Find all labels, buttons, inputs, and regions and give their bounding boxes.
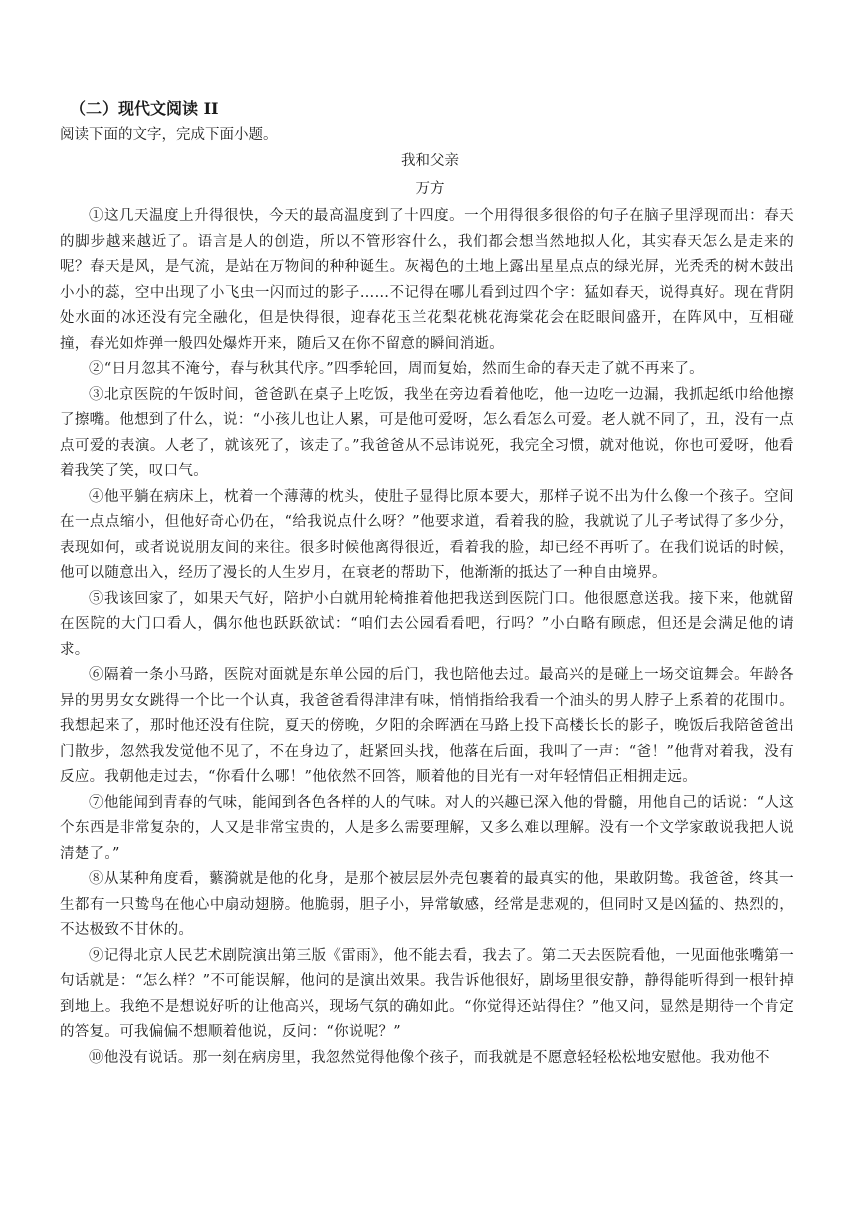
paragraph-4: ④他平躺在病床上，枕着一个薄薄的枕头，使肚子显得比原本要大，那样子说不出为什么像一个孩子。空间在一点点缩小，但他好奇心仍在，“给我说点什么呀？”他要求道，看着我的脸，我就说了儿子考试得了多少分，表现如何，或者说说朋友间的来往。很多时候他离得很近，看着我的脸，却已经不再听了。在我们说话的时候，他可以随意出入，经历了漫长的人生岁月，在衰老的帮助下，他渐渐的抵达了一种自由境界。 [60,488,794,581]
paragraph-8: ⑧从某种角度看，蘩漪就是他的化身，是那个被层层外壳包裹着的最真实的他，果敢阴鸷。我爸爸，终其一生都有一只鸷鸟在他心中扇动翅膀。他脆弱，胆子小，异常敏感，经常是悲观的，但同时又是凶猛的、热烈的，不达极致不甘休的。 [60,871,794,938]
article-body [60,204,794,1071]
article-author: 万方 [415,181,445,197]
instruction-text: 阅读下面的文字，完成下面小题。 [60,127,278,143]
paragraph-3: ③北京医院的午饭时间，爸爸趴在桌子上吃饭，我坐在旁边看着他吃，他一边吃一边漏，我抓起纸巾给他擦了擦嘴。他想到了什么，说：“小孩儿也让人累，可是他可爱呀，怎么看怎么可爱。老人就不同了，丑，没有一点点可爱的表演。人老了，就该死了，该走了。”我爸爸从不忌讳说死，我完全习惯，就对他说，你也可爱呀，他看着我笑了笑，叹口气。 [60,386,794,479]
article-title: 我和父亲 [401,153,459,169]
paragraph-2: ②“日月忽其不淹兮，春与秋其代序。”四季轮回，周而复始，然而生命的春天走了就不再来了。 [89,361,704,377]
paragraph-6: ⑥隔着一条小马路，医院对面就是东单公园的后门，我也陪他去过。最高兴的是碰上一场交谊舞会。年龄各异的男男女女跳得一个比一个认真，我爸爸看得津津有味，悄悄指给我看一个油头的男人脖子上系着的花围巾。我想起来了，那时他还没有住院，夏天的傍晚，夕阳的余晖洒在马路上投下高楼长长的影子，晚饭后我陪爸爸出门散步，忽然我发觉他不见了，不在身边了，赶紧回头找，他落在后面，我叫了一声：“爸！”他背对着我，没有反应。我朝他走过去，“你看什么哪！”他依然不回答，顺着他的目光有一对年轻情侣正相拥走远。 [60,667,794,785]
paragraph-10: ⑩他没有说话。那一刻在病房里，我忽然觉得他像个孩子，而我就是不愿意轻轻松松地安慰他。我劝他不 [89,1049,770,1066]
paragraph-5: ⑤我该回家了，如果天气好，陪护小白就用轮椅推着他把我送到医院门口。他很愿意送我。接下来，他就留在医院的大门口看人，偶尔他也跃跃欲试：“咱们去公园看看吧，行吗？”小白略有顾虑，但还是会满足他的请求。 [60,590,794,658]
paragraph-9: ⑨记得北京人民艺术剧院演出第三版《雷雨》，他不能去看，我去了。第二天去医院看他，一见面他张嘴第一句话就是：“怎么样？”不可能误解，他问的是演出效果。我告诉他很好，剧场里很安静，静得能听得到一根针掉到地上。我绝不是想说好听的让他高兴，现场气氛的确如此。“你觉得还站得住？”他又问，显然是期待一个肯定的答复。可我偏偏不想顺着他说，反问：“你说呢？” [60,947,794,1040]
paragraph-7: ⑦他能闻到青春的气味，能闻到各色各样的人的气味。对人的兴趣已深入他的骨髓，用他自己的话说：“人这个东西是非常复杂的，人又是非常宝贵的，人是多么需要理解，又多么难以理解。没有一个文学家敢说我把人说清楚了。” [60,794,794,862]
paragraph-1: ①这几天温度上升得很快，今天的最高温度到了十四度。一个用得很多很俗的句子在脑子里浮现而出：春天的脚步越来越近了。语言是人的创造，所以不管形容什么，我们都会想当然地拟人化，其实春天怎么是走来的呢？春天是风，是气流，是站在万物间的种种诞生。灰褐色的土地上露出星星点点的绿光屏，光秃秃的树木鼓出小小的蕊，空中出现了小飞虫一闪而过的影子……不记得在哪儿看到过四个字：猛如春天，说得真好。现在背阴处水面的冰还没有完全融化，但是快得很，迎春花玉兰花梨花桃花海棠花会在眨眼间盛开，在阵风中，互相碰撞，春光如炸弹一般四处爆炸开来，随后又在你不留意的瞬间消逝。 [60,208,794,352]
section-heading: （二）现代文阅读 II [70,99,219,118]
